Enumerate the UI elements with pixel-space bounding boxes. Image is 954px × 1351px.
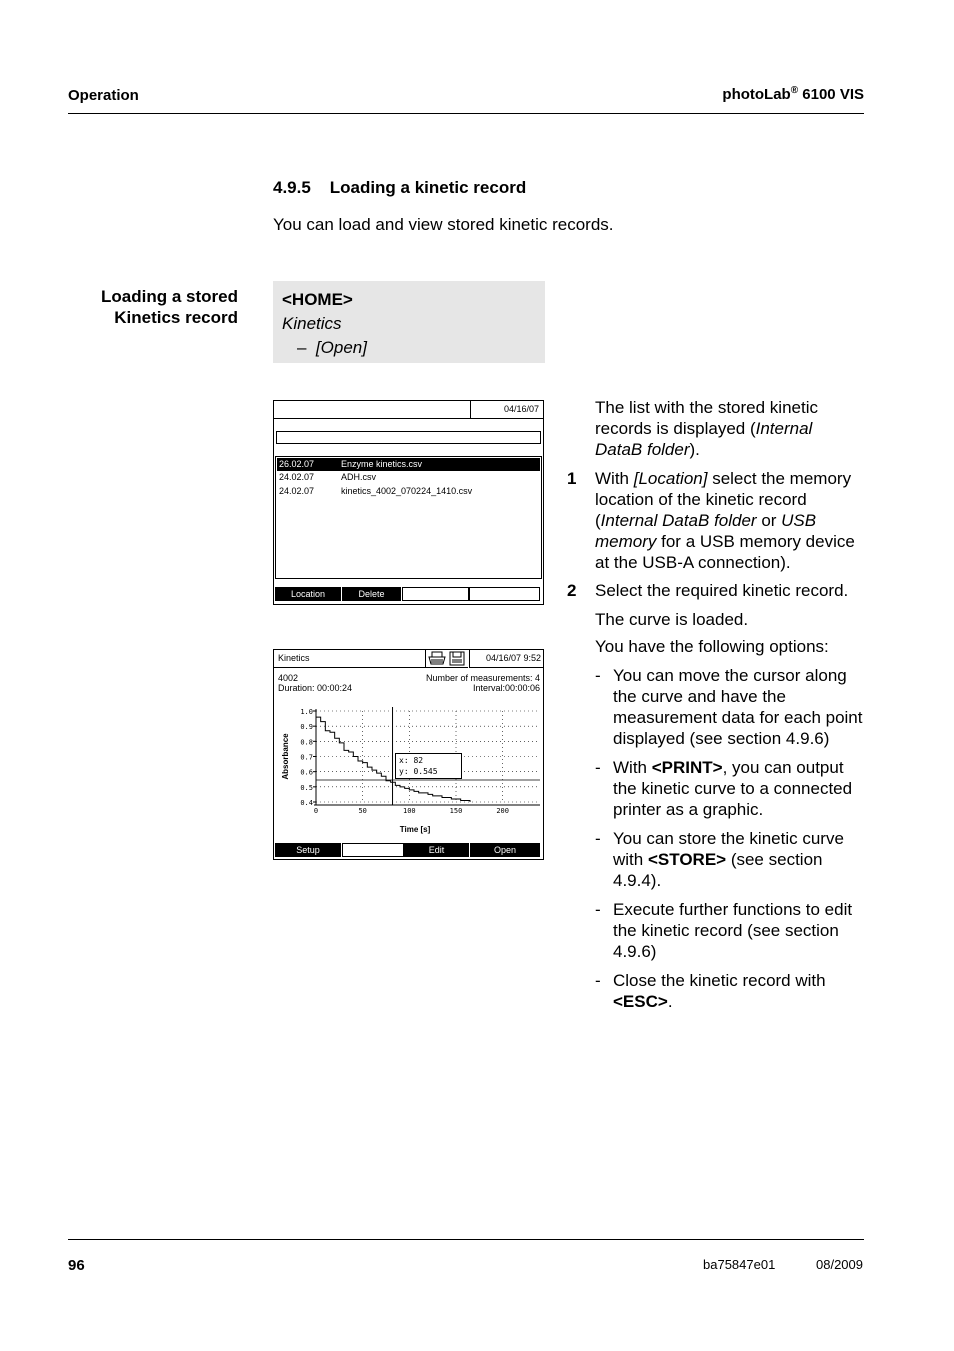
- screen1-date-box: [471, 401, 543, 419]
- x-tick-label-3: 150: [449, 807, 463, 815]
- file-row-0[interactable]: 26.02.07 Enzyme kinetics.csv: [277, 458, 540, 471]
- step-2-number: 2: [567, 581, 577, 600]
- edit-softkey[interactable]: Edit: [404, 843, 470, 857]
- y-tick-label-1: 0.9: [300, 723, 313, 732]
- empty-softkey-3[interactable]: [402, 587, 469, 601]
- x-tick-label-0: 0: [313, 807, 319, 815]
- y-tick-label-6: 0.4: [300, 799, 313, 807]
- y-tick-label-3: 0.7: [300, 753, 313, 762]
- page-number: 96: [68, 1257, 85, 1274]
- section-intro: You can load and view stored kinetic records.: [273, 215, 614, 234]
- section-heading: [273, 178, 526, 198]
- header-section: Operation: [68, 87, 139, 104]
- section-title: Loading a kinetic record: [329, 178, 527, 197]
- delete-softkey[interactable]: Delete: [342, 587, 402, 601]
- file-row-2[interactable]: 24.02.07 kinetics_4002_070224_1410.csv: [279, 486, 473, 496]
- empty-softkey-2[interactable]: [342, 843, 404, 857]
- record-duration: Duration: 00:00:24: [278, 683, 353, 693]
- menu-kinetics: Kinetics: [282, 314, 342, 333]
- option-print: - With <PRINT>, you can output the kinetic curve to a connected printer as a graphic.: [595, 758, 853, 819]
- y-tick-label-0: 1.0: [300, 708, 313, 716]
- doc-number: ba75847e01: [703, 1257, 776, 1272]
- cursor-y: y: 0.545: [399, 767, 438, 776]
- save-icon: [449, 651, 465, 666]
- file-list-screen: [273, 400, 544, 605]
- screen2-softkeys: [275, 843, 541, 857]
- menu-home: <HOME>: [282, 290, 353, 309]
- option-store: - You can store the kinetic curve with <STORE> (see section 4.9.4).: [595, 829, 844, 890]
- menu-open-dash: –: [297, 338, 307, 357]
- x-tick-label-2: 100: [403, 807, 416, 815]
- options-intro: You have the following options:: [595, 637, 829, 656]
- step-1-number: 1: [567, 469, 577, 488]
- open-softkey[interactable]: Open: [470, 843, 541, 857]
- curve-loaded: The curve is loaded.: [595, 610, 749, 629]
- printer-icon: [428, 651, 446, 666]
- menu-open-label: [Open]: [315, 338, 367, 357]
- section-number: 4.9.5: [273, 178, 311, 197]
- doc-date: 08/2009: [816, 1257, 863, 1272]
- option-cursor: - You can move the cursor along the curve and have the measurement data for each point displayed (see section 4.9.6): [595, 666, 863, 748]
- list-intro: The list with the stored kinetic records is displayed (Internal DataB folder).: [595, 398, 818, 459]
- options-list: [595, 665, 863, 1020]
- screen2-datetime-box: [469, 650, 544, 668]
- y-tick-label-5: 0.5: [300, 783, 313, 792]
- footer-rule: [68, 1239, 864, 1240]
- y-axis-label: Absorbance: [281, 733, 290, 780]
- product-model: 6100 VIS: [802, 86, 864, 103]
- record-interval: Interval:00:00:06: [472, 683, 540, 693]
- x-tick-label-1: 50: [358, 807, 367, 815]
- screen2-title: Kinetics: [278, 653, 310, 663]
- sidebar-line-2: Kinetics record: [114, 308, 238, 327]
- x-tick-label-4: 200: [496, 807, 509, 815]
- y-tick-label-4: 0.6: [300, 768, 313, 777]
- record-measurements: Number of measurements: 4: [425, 673, 540, 683]
- cursor-x: x: 82: [399, 756, 424, 765]
- sidebar-line-1: Loading a stored: [101, 287, 238, 306]
- menu-path-box: [273, 281, 545, 363]
- screen1-date: 04/16/07: [503, 404, 539, 414]
- screen1-title-bar: [274, 401, 471, 419]
- option-close: - Close the kinetic record with <ESC>.: [595, 971, 826, 1011]
- registered-mark: ®: [790, 85, 799, 96]
- cursor-readout: [395, 753, 462, 779]
- file-row-1[interactable]: 24.02.07 ADH.csv: [279, 472, 377, 482]
- sidebar-label: [68, 286, 238, 328]
- empty-softkey-4[interactable]: [469, 587, 540, 601]
- x-axis-label: Time [s]: [399, 825, 431, 834]
- y-tick-label-2: 0.8: [300, 738, 313, 747]
- step-2: 2 Select the required kinetic record.: [567, 581, 849, 600]
- record-id: 4002: [278, 673, 299, 683]
- option-edit: - Execute further functions to edit the kinetic record (see section 4.9.6): [595, 900, 853, 961]
- kinetics-screen: [273, 649, 544, 860]
- location-field[interactable]: [276, 431, 541, 444]
- step-1: 1 With [Location] select the memory location of the kinetic record (Internal DataB folder or USB memory for a USB memory device at the USB-A connection).: [567, 469, 855, 572]
- screen1-softkeys: [275, 587, 540, 601]
- screen2-datetime: 04/16/07 9:52: [485, 653, 541, 663]
- menu-open: [297, 338, 367, 358]
- header-product: [722, 85, 864, 103]
- product-name: photoLab: [722, 86, 791, 103]
- file-list: [275, 456, 542, 579]
- screen2-icons: [426, 650, 468, 668]
- location-softkey[interactable]: Location: [275, 587, 342, 601]
- header-rule: [68, 113, 864, 114]
- setup-softkey[interactable]: Setup: [275, 843, 342, 857]
- screen2-title-box: [274, 650, 426, 668]
